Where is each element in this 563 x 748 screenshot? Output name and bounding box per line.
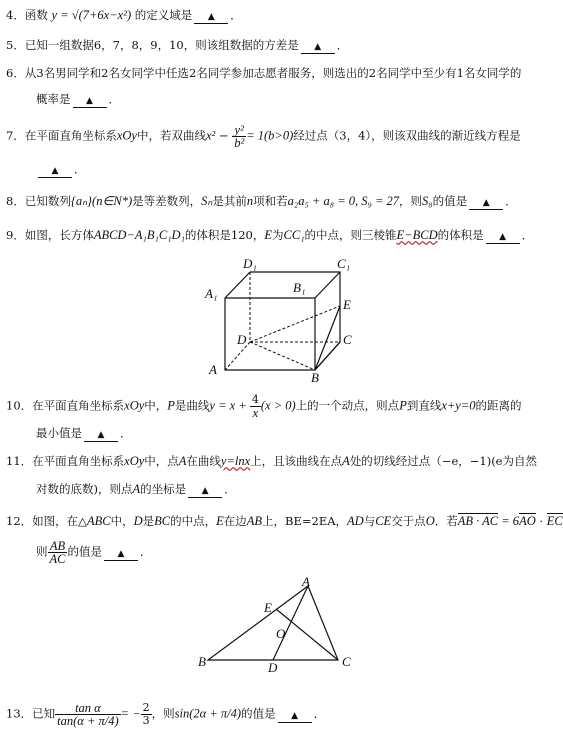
label-B1: B₁: [293, 280, 306, 295]
math-expression: y = √(7+6x−x²): [51, 8, 132, 22]
label-B: B: [198, 654, 206, 669]
label-C: C: [343, 332, 352, 347]
label-E: E: [264, 600, 272, 615]
question-number: 8．: [6, 194, 25, 208]
question-number: 6．: [6, 66, 25, 80]
question-4: 4．函数 y = √(7+6x−x²) 的定义域是 ▲ ．: [6, 8, 242, 22]
question-11-cont: 对数的底数)，则点A的坐标是 ▲ ．: [36, 482, 236, 496]
question-6-cont: 概率是 ▲ ．: [36, 92, 120, 106]
question-10: 10．在平面直角坐标系xOy中，P是曲线y = x + $\frac{4}{x}$ (x > 0)上的一个动点，则点P到直线x+y=0的距离的: [6, 393, 522, 420]
answer-blank: ▲: [486, 229, 520, 244]
question-9: 9．如图，长方体ABCD−A₁B₁C₁D₁的体积是120，E为CC₁的中点，则三棱锥E−BCD的体积是 ▲ ．: [6, 228, 534, 242]
label-D: D: [268, 660, 278, 675]
answer-blank: ▲: [38, 163, 72, 178]
label-B: B: [311, 370, 319, 385]
label-A: A: [209, 362, 217, 377]
question-number: 7．: [6, 128, 25, 143]
question-number: 10．: [6, 398, 33, 413]
label-E: E: [343, 297, 351, 312]
label-O: O: [276, 626, 286, 641]
answer-blank: ▲: [301, 39, 335, 54]
question-number: 12．: [6, 514, 33, 528]
question-number: 11．: [6, 454, 33, 468]
question-12: 12．如图，在△ABC中，D是BC的中点，E在边AB上，BE=2EA，AD与CE交于点O．若AB · AC = 6AO · EC: [6, 514, 563, 528]
question-6: 6．从3名男同学和2名女同学中任选2名同学参加志愿者服务，则选出的2名同学中至少有1名女同学的: [6, 66, 522, 80]
question-number: 9．: [6, 228, 25, 242]
question-number: 13．: [6, 706, 33, 721]
question-12-cont: 则 $\frac{AB}{AC}$ 的值是 ▲ ．: [36, 539, 152, 566]
question-10-cont: 最小值是 ▲ ．: [36, 426, 132, 440]
question-7-cont: ▲ ．: [36, 160, 86, 178]
question-7: 7．在平面直角坐标系xOy中，若双曲线x² − $\frac{\text{y²}}{\text{b²}}$ = 1(b>0)经过点（3，4），则该双曲线的渐近线方程是: [6, 123, 521, 150]
answer-blank: ▲: [194, 9, 228, 24]
question-number: 5．: [6, 38, 25, 52]
question-number: 4．: [6, 8, 25, 22]
label-D: D: [237, 332, 247, 347]
answer-blank: ▲: [73, 93, 107, 108]
answer-blank: ▲: [104, 546, 138, 561]
question-13: 13．已知 $\frac{\text{tan α}}{\tan(\alpha + \pi/4)}$ = − $\frac{2}{3}$ ，则sin(2α + π/4)的值是 ▲ ．: [6, 701, 326, 728]
label-C1: C₁: [337, 256, 351, 271]
answer-blank: ▲: [469, 195, 503, 210]
answer-blank: ▲: [278, 708, 312, 723]
label-C: C: [342, 654, 351, 669]
answer-blank: ▲: [188, 483, 222, 498]
label-D1: D₁: [243, 256, 257, 271]
question-5: 5．已知一组数据6，7，8，9，10，则该组数据的方差是 ▲ ．: [6, 38, 349, 52]
figure-triangle: [198, 574, 368, 674]
label-A1: A₁: [205, 286, 218, 301]
question-8: 8．已知数列{aₙ}(n∈N*)是等差数列，Sₙ是其前n项和若a₂a₅ + a₈ = 0, S₉ = 27，则S₈的值是 ▲ ．: [6, 194, 517, 208]
figure-cuboid: [195, 254, 365, 384]
question-11: 11．在平面直角坐标系xOy中，点A在曲线y=lnx上，且该曲线在点A处的切线经过点（−e，−1)(e为自然: [6, 454, 537, 468]
label-A: A: [302, 574, 310, 589]
answer-blank: ▲: [84, 427, 118, 442]
